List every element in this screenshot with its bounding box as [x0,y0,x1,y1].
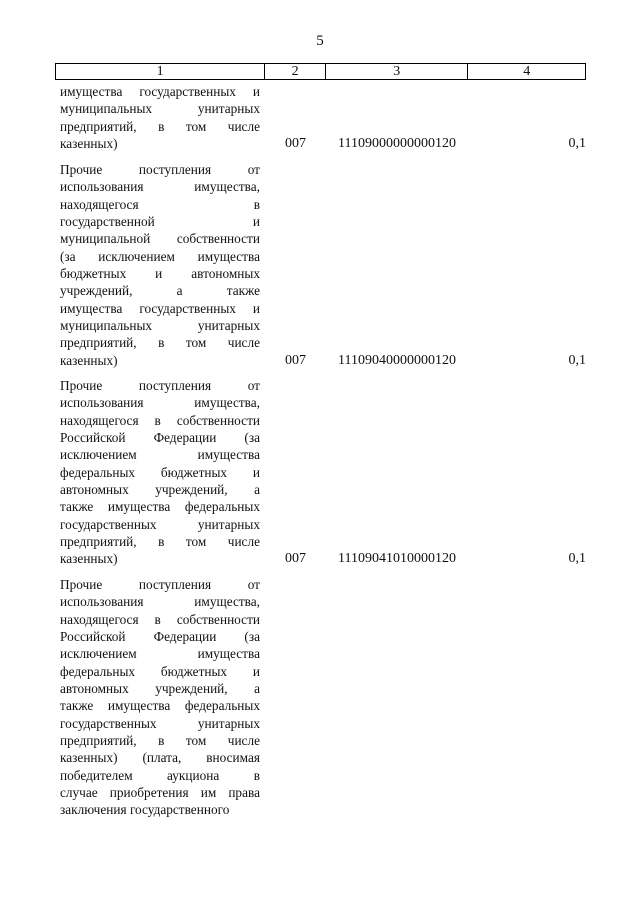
description-line: учреждений, а также [60,283,260,299]
description-line: муниципальной собственности [60,231,260,247]
description-line: использования имущества, [60,395,260,411]
description-line: бюджетных и автономных [60,266,260,282]
description-line: казенных) [60,551,118,567]
column-header-1: 1 [56,64,265,79]
description-line: Прочие поступления от [60,162,260,177]
description-line: использования имущества, [60,179,260,195]
description-line: муниципальных унитарных [60,101,260,117]
description-line: находящегося в собственности [60,611,260,627]
description-line: случае приобретения им права [60,785,260,801]
description-line: (за исключением имущества [60,248,260,264]
description-line: победителем аукциона в [60,767,260,783]
row-code: 007 [285,551,306,566]
description-line: казенных) [60,352,118,368]
description-line: исключением имущества [60,447,260,463]
row-value: 0,1 [568,136,586,151]
description-line: предприятий, в том числе [60,733,260,749]
row-kbk: 11109000000000120 [338,136,456,151]
description-line: автономных учреждений, а [60,681,260,697]
row-code: 007 [285,136,306,151]
row-kbk: 11109040000000120 [338,353,456,368]
description-line: также имущества федеральных [60,499,260,515]
description-line: муниципальных унитарных [60,318,260,334]
row-description [60,576,260,819]
row-description [60,83,260,152]
description-line: имущества государственных и [60,84,260,99]
column-header-3: 3 [326,64,468,79]
row-description [60,161,260,369]
description-line: казенных) (плата, вносимая [60,750,260,766]
description-line: казенных) [60,136,118,152]
description-line: Прочие поступления от [60,378,260,393]
row-description [60,377,260,568]
description-line: Прочие поступления от [60,577,260,592]
description-line: Российской Федерации (за [60,629,260,645]
description-line: Российской Федерации (за [60,430,260,446]
description-line: предприятий, в том числе [60,118,260,134]
description-line: федеральных бюджетных и [60,663,260,679]
description-line: предприятий, в том числе [60,335,260,351]
description-line: государственной и [60,214,260,230]
description-line: предприятий, в том числе [60,534,260,550]
description-line: автономных учреждений, а [60,482,260,498]
description-line: использования имущества, [60,594,260,610]
column-header-2: 2 [265,64,326,79]
row-value: 0,1 [568,353,586,368]
description-line: находящегося в [60,196,260,212]
page-number: 5 [316,33,324,49]
description-line: государственных унитарных [60,516,260,532]
description-line: федеральных бюджетных и [60,464,260,480]
row-kbk: 11109041010000120 [338,551,456,566]
row-value: 0,1 [568,551,586,566]
table-header-row [55,63,586,80]
description-line: исключением имущества [60,646,260,662]
description-line: заключения государственного [60,802,230,818]
description-line: государственных унитарных [60,715,260,731]
description-line: имущества государственных и [60,300,260,316]
row-code: 007 [285,353,306,368]
description-line: также имущества федеральных [60,698,260,714]
description-line: находящегося в собственности [60,412,260,428]
column-header-4: 4 [523,64,531,79]
